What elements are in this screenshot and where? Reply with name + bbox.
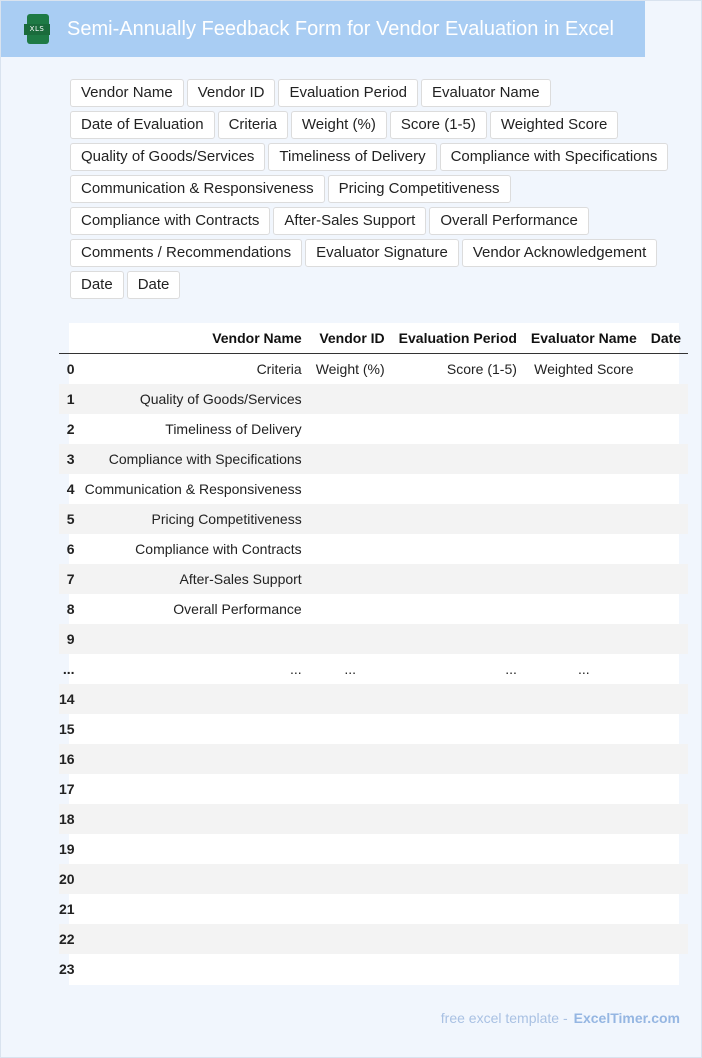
row-index-cell: 17 xyxy=(59,781,75,797)
row-index-cell: 5 xyxy=(59,504,78,534)
table-cell xyxy=(392,684,524,714)
table-cell: ... xyxy=(290,661,302,677)
table-cell: Compliance with Contracts xyxy=(135,541,302,557)
table-cell xyxy=(644,714,688,744)
table-cell xyxy=(78,624,309,654)
table-cell xyxy=(524,744,644,774)
table-cell xyxy=(392,804,524,834)
table-cell: Timeliness of Delivery xyxy=(165,421,302,437)
field-chip[interactable]: Weighted Score xyxy=(490,111,618,139)
field-chip[interactable]: Criteria xyxy=(218,111,288,139)
field-chip[interactable]: Overall Performance xyxy=(429,207,589,235)
row-index-cell: 1 xyxy=(59,384,78,414)
table-row xyxy=(59,354,688,385)
table-cell xyxy=(524,414,644,444)
table-cell xyxy=(392,534,524,564)
field-chip[interactable]: After-Sales Support xyxy=(273,207,426,235)
table-cell xyxy=(309,534,392,564)
table-cell xyxy=(644,864,688,894)
table-cell: Score (1-5) xyxy=(446,361,517,377)
table-cell xyxy=(644,444,688,474)
title-bar xyxy=(1,1,645,57)
row-index-cell: 14 xyxy=(59,684,78,714)
table-row xyxy=(59,414,688,444)
table-cell xyxy=(78,894,309,924)
table-cell xyxy=(392,744,524,774)
table-cell xyxy=(644,414,688,444)
table-cell xyxy=(524,804,644,834)
table-row xyxy=(59,594,688,624)
table-cell xyxy=(392,894,524,924)
table-cell xyxy=(644,774,688,804)
table-cell xyxy=(524,774,644,804)
table-cell xyxy=(392,834,524,864)
table-row xyxy=(59,564,688,594)
table-row xyxy=(59,444,688,474)
table-cell xyxy=(644,924,688,954)
table-cell xyxy=(309,414,392,444)
table-cell: ... xyxy=(344,661,357,677)
table-cell xyxy=(644,564,688,594)
field-chip[interactable]: Pricing Competitiveness xyxy=(328,175,511,203)
table-row xyxy=(59,534,688,564)
table-cell xyxy=(78,774,309,804)
field-chip[interactable]: Score (1-5) xyxy=(390,111,487,139)
column-header: Evaluator Name xyxy=(524,323,644,354)
table-cell xyxy=(309,714,392,744)
table-row xyxy=(59,834,688,864)
table-cell xyxy=(644,474,688,504)
table-cell: Pricing Competitiveness xyxy=(78,504,309,534)
table-cell: Compliance with Specifications xyxy=(78,444,309,474)
table-cell xyxy=(392,774,524,804)
column-header: Vendor Name xyxy=(78,323,309,354)
row-index-cell: 9 xyxy=(59,624,78,654)
row-index-cell: 0 xyxy=(66,361,75,377)
table-cell xyxy=(524,384,644,414)
preview-table-container[interactable] xyxy=(59,323,682,985)
field-chip[interactable]: Evaluator Name xyxy=(421,79,551,107)
field-chip[interactable]: Evaluation Period xyxy=(278,79,418,107)
table-row xyxy=(59,714,688,744)
table-cell xyxy=(524,684,644,714)
row-index-cell: 8 xyxy=(66,601,75,617)
table-cell xyxy=(524,534,644,564)
row-index-cell: 6 xyxy=(66,541,75,557)
table-cell xyxy=(309,804,392,834)
table-cell: After-Sales Support xyxy=(78,564,309,594)
table-row xyxy=(59,654,688,684)
table-body xyxy=(59,354,688,985)
table-cell xyxy=(644,594,688,624)
table-cell xyxy=(78,864,309,894)
table-cell xyxy=(78,744,309,774)
table-cell: Criteria xyxy=(256,361,302,377)
table-cell: ... xyxy=(578,661,590,677)
table-row xyxy=(59,804,688,834)
table-cell xyxy=(309,624,392,654)
table-cell xyxy=(78,684,309,714)
table-header-row xyxy=(59,323,688,354)
row-index-cell: 18 xyxy=(59,804,78,834)
table-cell xyxy=(644,684,688,714)
table-cell xyxy=(392,414,524,444)
table-cell: Overall Performance xyxy=(173,601,302,617)
table-cell xyxy=(524,624,644,654)
field-chip[interactable]: Timeliness of Delivery xyxy=(268,143,436,171)
row-index-cell: 4 xyxy=(66,481,75,497)
table-cell xyxy=(644,384,688,414)
table-cell xyxy=(644,834,688,864)
row-index-cell: 22 xyxy=(59,924,78,954)
row-index-cell: 15 xyxy=(59,721,75,737)
table-cell xyxy=(644,804,688,834)
table-cell: Weighted Score xyxy=(534,361,634,377)
table-cell xyxy=(392,714,524,744)
table-row xyxy=(59,954,688,984)
table-cell xyxy=(524,864,644,894)
table-cell xyxy=(644,354,688,385)
index-column-header xyxy=(59,323,78,354)
row-index-cell: 23 xyxy=(59,961,75,977)
field-chip[interactable]: Quality of Goods/Services xyxy=(70,143,265,171)
column-header: Date xyxy=(644,323,688,354)
table-row xyxy=(59,744,688,774)
table-cell xyxy=(78,924,309,954)
table-cell xyxy=(524,954,644,984)
footer xyxy=(441,1010,680,1026)
table-cell: Weight (%) xyxy=(315,361,385,377)
table-cell: Communication & Responsiveness xyxy=(84,481,302,497)
table-row xyxy=(59,504,688,534)
table-cell xyxy=(392,474,524,504)
table-cell xyxy=(78,834,309,864)
table-cell xyxy=(309,744,392,774)
column-header: Vendor ID xyxy=(309,323,392,354)
field-chip[interactable]: Date xyxy=(70,271,124,299)
table-cell xyxy=(644,624,688,654)
column-header: Evaluation Period xyxy=(392,323,524,354)
xls-icon-label: XLS xyxy=(24,24,50,35)
table-cell xyxy=(644,894,688,924)
field-chip-list xyxy=(70,79,690,299)
table-cell xyxy=(392,954,524,984)
table-cell xyxy=(644,534,688,564)
table-cell xyxy=(392,594,524,624)
table-cell xyxy=(392,864,524,894)
table-cell xyxy=(524,444,644,474)
table-cell xyxy=(524,504,644,534)
table-cell xyxy=(309,834,392,864)
table-cell: Quality of Goods/Services xyxy=(78,384,309,414)
field-chip[interactable]: Comments / Recommendations xyxy=(70,239,302,267)
row-index-cell: 21 xyxy=(59,901,75,917)
table-cell xyxy=(78,714,309,744)
row-index-cell: 20 xyxy=(59,864,78,894)
table-cell xyxy=(392,624,524,654)
table-cell xyxy=(309,684,392,714)
field-chip[interactable]: Weight (%) xyxy=(291,111,387,139)
table-cell xyxy=(524,714,644,744)
field-chip[interactable]: Date of Evaluation xyxy=(70,111,215,139)
field-chip[interactable]: Vendor Name xyxy=(70,79,184,107)
table-row xyxy=(59,894,688,924)
table-cell xyxy=(78,954,309,984)
table-cell xyxy=(644,954,688,984)
table-cell xyxy=(392,924,524,954)
field-chip[interactable]: Evaluator Signature xyxy=(305,239,459,267)
table-cell xyxy=(524,594,644,624)
row-index-cell: 2 xyxy=(66,421,75,437)
field-chip[interactable]: Vendor ID xyxy=(187,79,276,107)
table-cell: ... xyxy=(505,661,517,677)
table-cell xyxy=(524,894,644,924)
row-index-cell: 16 xyxy=(59,744,78,774)
table-cell xyxy=(309,504,392,534)
table-row xyxy=(59,624,688,654)
table-row xyxy=(59,474,688,504)
table-cell xyxy=(392,564,524,594)
field-chip[interactable]: Vendor Acknowledgement xyxy=(462,239,657,267)
table-row xyxy=(59,864,688,894)
table-cell xyxy=(524,924,644,954)
footer-brand-link[interactable]: ExcelTimer.com xyxy=(573,1010,680,1026)
field-chip[interactable]: Communication & Responsiveness xyxy=(70,175,325,203)
table-cell xyxy=(644,504,688,534)
preview-table xyxy=(59,323,688,984)
table-cell xyxy=(309,594,392,624)
table-row xyxy=(59,924,688,954)
footer-text: free excel template - xyxy=(440,1010,568,1026)
row-index-cell: 3 xyxy=(59,444,78,474)
xls-file-icon xyxy=(24,14,50,44)
field-chip[interactable]: Date xyxy=(127,271,181,299)
table-cell xyxy=(309,864,392,894)
table-row xyxy=(59,684,688,714)
table-cell xyxy=(78,804,309,834)
page-title: Semi-Annually Feedback Form for Vendor Evaluation in Excel xyxy=(67,17,614,40)
table-row xyxy=(59,384,688,414)
table-cell xyxy=(309,444,392,474)
field-chip[interactable]: Compliance with Contracts xyxy=(70,207,270,235)
table-cell xyxy=(309,774,392,804)
table-cell xyxy=(309,924,392,954)
row-index-cell: 19 xyxy=(59,841,75,857)
table-cell xyxy=(524,564,644,594)
table-cell xyxy=(309,384,392,414)
table-cell xyxy=(309,894,392,924)
table-cell xyxy=(392,504,524,534)
table-cell xyxy=(309,564,392,594)
row-index-cell: 7 xyxy=(59,564,78,594)
table-cell xyxy=(392,384,524,414)
table-cell xyxy=(309,474,392,504)
table-cell xyxy=(524,834,644,864)
table-cell xyxy=(644,654,688,684)
table-cell xyxy=(309,954,392,984)
field-chip[interactable]: Compliance with Specifications xyxy=(440,143,669,171)
table-cell xyxy=(392,444,524,474)
table-row xyxy=(59,774,688,804)
table-cell xyxy=(524,474,644,504)
row-index-cell: ... xyxy=(62,661,75,677)
table-cell xyxy=(644,744,688,774)
